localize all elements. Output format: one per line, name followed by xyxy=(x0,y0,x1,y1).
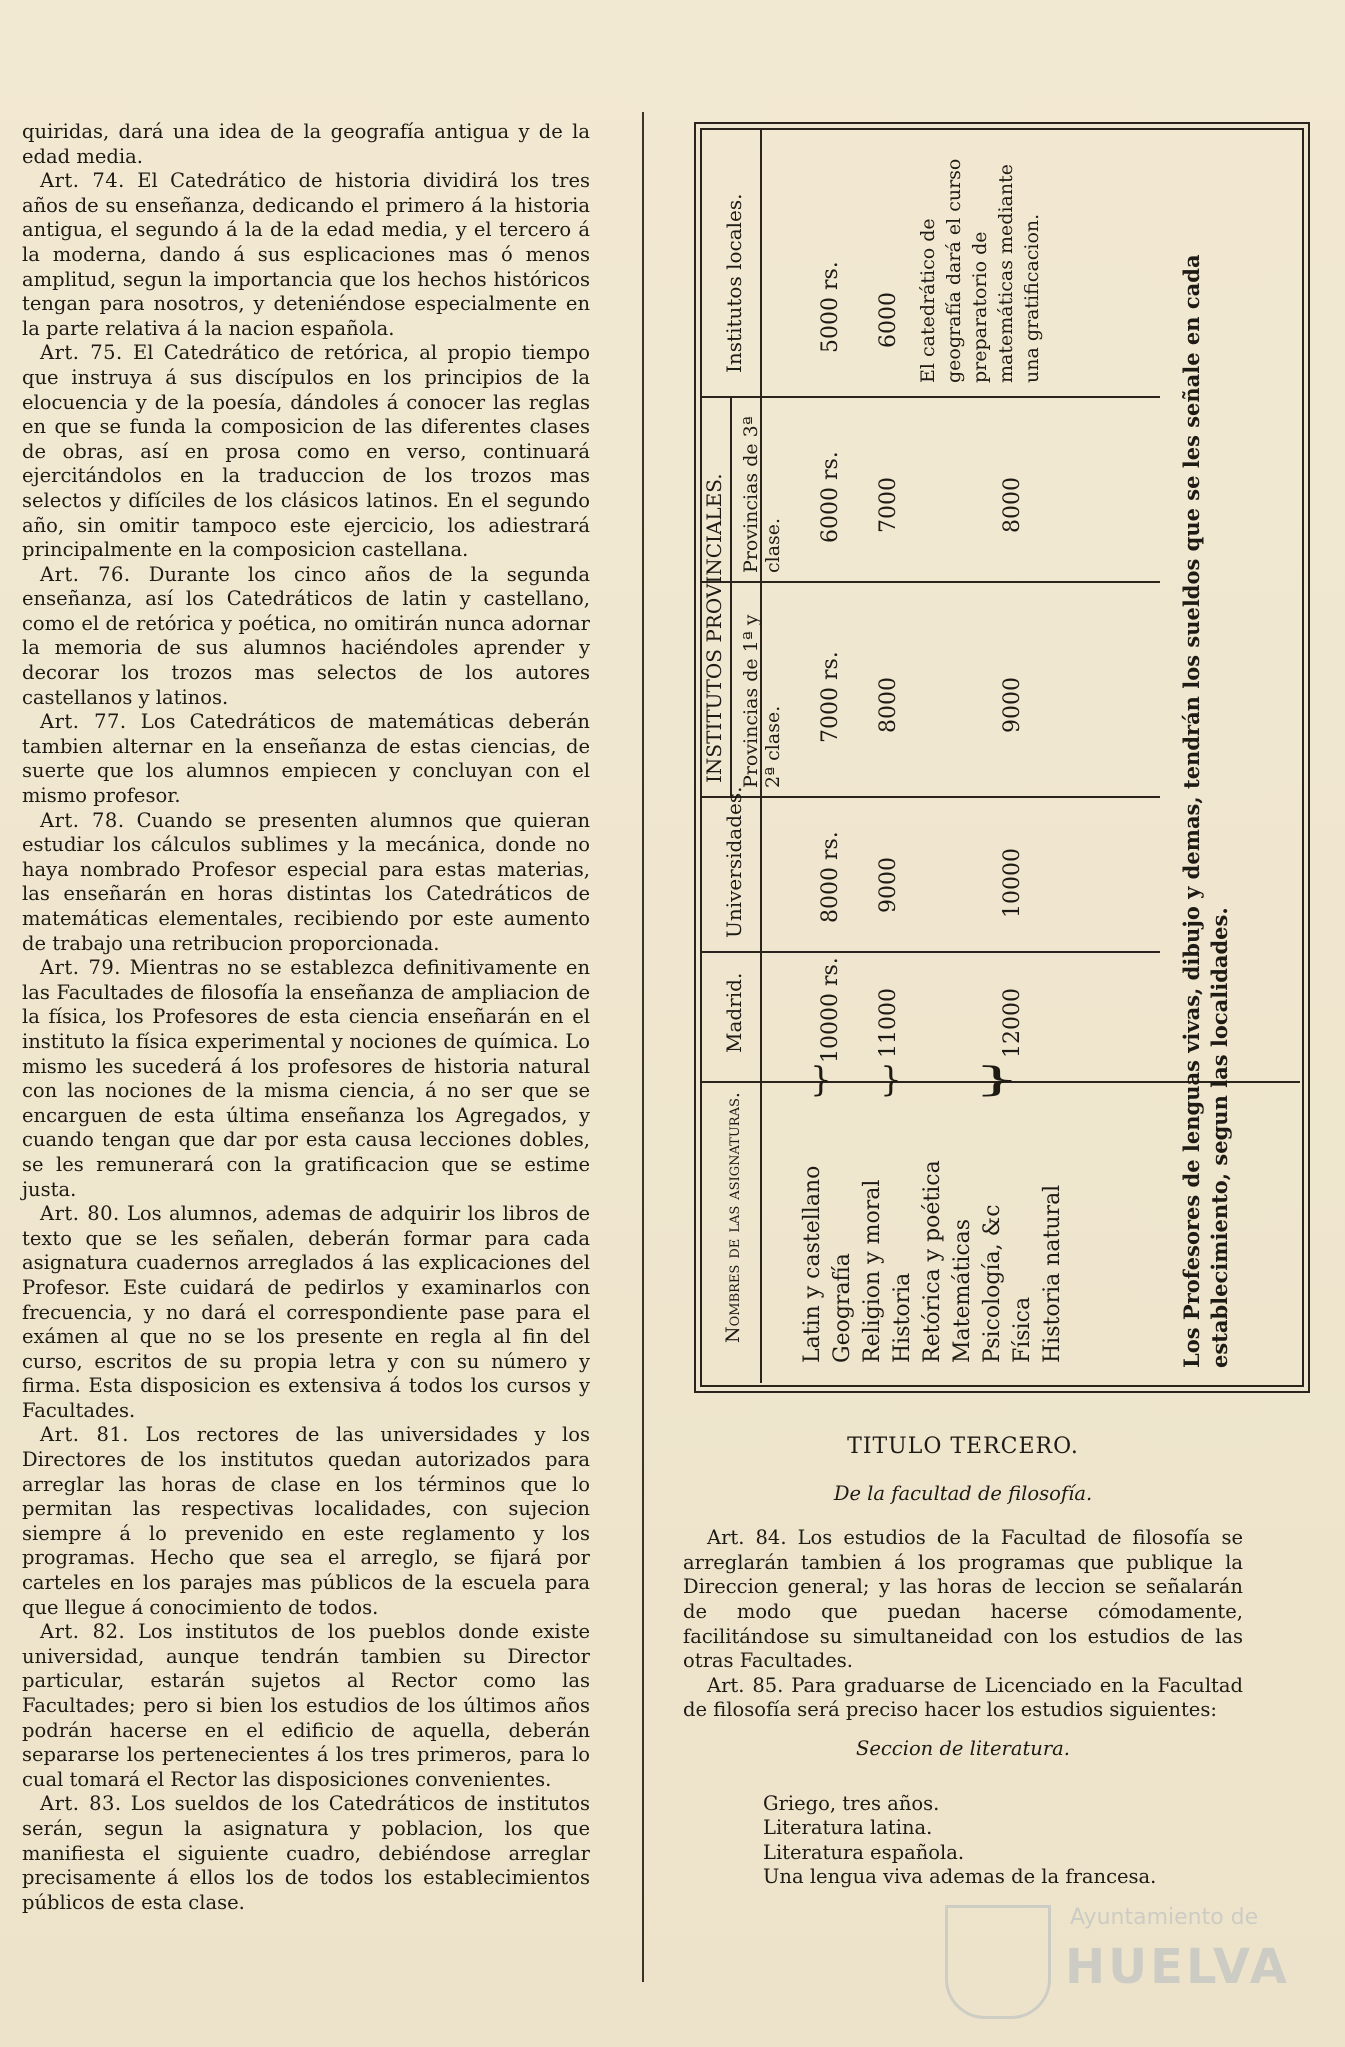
article-76 xyxy=(22,563,590,711)
coat-of-arms-icon xyxy=(945,1905,1051,2019)
col-rule xyxy=(700,797,1160,799)
list-item: Griego, tres años. xyxy=(763,1791,940,1815)
article-number: Art. 74. xyxy=(40,169,125,193)
provinciales-rule xyxy=(730,398,732,798)
article-number: Art. 84. xyxy=(707,1526,787,1550)
header-subjects: Nombres de las asignaturas. xyxy=(722,1092,744,1343)
subject-row: Historia natural xyxy=(1040,1184,1065,1363)
header-prov-1-2: Provincias de 1ª y 2ª clase. xyxy=(740,614,784,788)
article-82 xyxy=(22,1620,590,1792)
article-text: El Catedrático de historia dividirá los tres años de su enseñanza, dedicando el primero á la historia antigua, el segundo á la de la edad media, y el tercero á la moderna, dando á sus esplicaciones mas ó menos amplitud, segun la importancia que los hechos históricos tengan para nosotros, y deteniéndose especialmente en la parte relativa á la nacion española. xyxy=(22,169,590,340)
section-subtitle: De la facultad de filosofía. xyxy=(833,1481,1093,1505)
article-85 xyxy=(683,1674,1243,1723)
article-number: Art. 77. xyxy=(40,710,127,734)
header-prov-3: Provincias de 3ª clase. xyxy=(740,416,784,573)
article-text: El Catedrático de retórica, al propio tiempo que instruya á sus discípulos en los principios de la elocuencia y de la poesía, dándoles á conocer las reglas en que se funda la composicion de las diferentes clases de obras, así en prosa como en verso, continuará ejercitándolos en la traduccion de los trozos mas selectos y difíciles de los clásicos latinos. En el segundo año, sin omitir tampoco este ejercicio, los adiestrará principalmente en la composicion castellana. xyxy=(22,341,590,562)
subject-row: Religion y moral xyxy=(860,1179,885,1363)
section-title: TITULO TERCERO. xyxy=(847,1434,1079,1459)
article-number: Art. 78. xyxy=(40,808,125,832)
article-74 xyxy=(22,169,590,341)
article-number: Art. 81. xyxy=(40,1423,129,1447)
cell-prov-1-2: 9000 xyxy=(1000,677,1025,733)
watermark-line2: HUELVA xyxy=(1065,1939,1290,1995)
article-text: Los institutos de los pueblos donde existe universidad, aunque tendrán tambien su Director particular, estarán sujetos al Rector como las Facultades; pero si bien los estudios de los últimos años podrán hacerse en el edificio de aquella, deberán separarse los pertenecientes á los tres primeros, para lo cual tomará el Rector las disposiciones convenientes. xyxy=(22,1620,590,1791)
paragraph-intro: quiridas, dará una idea de la geografía antigua y de la edad media. xyxy=(22,120,590,168)
col-rule xyxy=(700,952,1160,954)
header-locales: Institutos locales. xyxy=(722,193,746,373)
article-text: Mientras no se establezca definitivamente en las Facultades de filosofía la enseñanza de ampliacion de la física, los Profesores de esta ciencia enseñarán en el instituto la física experimental y nociones de química. Lo mismo les sucederá á los profesores de historia natural con las nociones de la misma ciencia, á no ser que se encarguen de esta última enseñanza los Agregados, y cuando tengan que dar por esta causa lecciones dobles, se les remunerará con la gratificacion que se estime justa. xyxy=(22,956,590,1201)
subsection-title: Seccion de literatura. xyxy=(855,1736,1071,1760)
article-text: Para graduarse de Licenciado en la Facultad de filosofía será preciso hacer los estudios siguientes: xyxy=(683,1673,1243,1722)
table-rotated-content xyxy=(700,128,1300,1383)
cell-prov-3: 7000 xyxy=(876,477,901,533)
subject-row: Matemáticas xyxy=(950,1218,975,1363)
brace: } xyxy=(810,1060,832,1101)
salary-table xyxy=(700,128,1320,1383)
header-universidades: Universidades. xyxy=(722,786,746,938)
article-81 xyxy=(22,1423,590,1620)
cell-prov-3: 8000 xyxy=(1000,477,1025,533)
list-item: Literatura española. xyxy=(763,1840,965,1864)
article-number: Art. 75. xyxy=(40,341,123,365)
article-text: Los sueldos de los Catedráticos de institutos serán, segun la asignatura y poblacion, los que manifiesta el siguiente cuadro, debiéndose arreglar precisamente á ellos los de todos los establecimientos públicos de esta clase. xyxy=(22,1792,591,1914)
header-madrid: Madrid. xyxy=(722,972,746,1053)
cell-madrid: 11000 xyxy=(876,988,901,1058)
cell-universidades: 10000 xyxy=(1000,848,1025,918)
cell-universidades: 8000 rs. xyxy=(818,831,843,923)
archive-watermark xyxy=(945,1905,1290,2015)
cell-madrid: 10000 rs. xyxy=(818,957,843,1063)
cell-locales: 5000 rs. xyxy=(818,261,843,353)
col-rule xyxy=(700,582,1160,584)
subject-row: Geografía xyxy=(830,1253,855,1363)
article-text: Cuando se presenten alumnos que quieran estudiar los cálculos sublimes y la mecánica, donde no haya nombrado Profesor especial para estas materias, las enseñarán en horas distintas los Catedráticos de matemáticas elementales, recibiendo por este aumento de trabajo una retribucion proporcionada. xyxy=(22,808,591,955)
article-number: Art. 82. xyxy=(40,1620,126,1644)
subject-row: Psicología, &c xyxy=(980,1204,1005,1363)
cell-universidades: 9000 xyxy=(876,857,901,913)
article-78 xyxy=(22,809,590,957)
article-80 xyxy=(22,1202,590,1423)
article-text: Los alumnos, ademas de adquirir los libros de texto que se les señalen, deberán formar para cada asignatura cuadernos arreglados á las explicaciones del Profesor. Este cuidará de pedirlos y examinarlos con frecuencia, y no dará el correspondiente pase para el exámen al que no se los presente en regla al fin del curso, escritos de su propia letra y con su número y firma. Esta disposicion es extensiva á todos los cursos y Facultades. xyxy=(22,1202,591,1422)
article-84 xyxy=(683,1526,1243,1674)
subject-row: Latin y castellano xyxy=(800,1165,825,1363)
cell-locales: 6000 xyxy=(876,292,901,348)
column-divider xyxy=(642,112,644,1982)
article-text: Los Catedráticos de matemáticas deberán tambien alternar en la enseñanza de estas ciencias, de suerte que los alumnos empiecen y concluyan con el mismo profesor. xyxy=(22,710,590,808)
article-number: Art. 80. xyxy=(40,1202,120,1226)
col-rule xyxy=(700,397,1160,399)
article-text: Los rectores de las universidades y los Directores de los institutos quedan autorizados para arreglar las horas de clase en los términos que lo permitan las respectivas localidades, con sujecion siempre á lo prevenido en este reglamento y los programas. Hecho que sea el arreglo, se fijará por carteles en los parajes mas públicos de la escuela para que llegue á conocimiento de todos. xyxy=(22,1423,590,1619)
subject-row: Física xyxy=(1010,1296,1035,1363)
article-77 xyxy=(22,710,590,808)
article-text: Los estudios de la Facultad de filosofía se arreglarán tambien á los programas que publique la Direccion general; y las horas de leccion se señalarán de modo que puedan hacerse cómodamente, facilitándose su simultaneidad con los estudios de las otras Facultades. xyxy=(683,1526,1243,1673)
article-number: Art. 76. xyxy=(40,562,131,586)
cell-prov-3: 6000 rs. xyxy=(818,451,843,543)
cell-prov-1-2: 7000 rs. xyxy=(818,651,843,743)
cell-locales-note: El catedrático de geografía dará el curso preparatorio de matemáticas mediante una gratificacion. xyxy=(917,158,1043,383)
list-item: Una lengua viva ademas de la francesa. xyxy=(763,1865,1157,1889)
watermark-line1: Ayuntamiento de xyxy=(1070,1905,1259,1930)
right-column xyxy=(683,1435,1243,1890)
article-number: Art. 79. xyxy=(40,956,122,980)
list-item: Literatura latina. xyxy=(763,1816,933,1840)
cell-prov-1-2: 8000 xyxy=(876,677,901,733)
article-75 xyxy=(22,341,590,562)
brace: } xyxy=(973,1060,1021,1101)
article-number: Art. 85. xyxy=(707,1673,784,1697)
cell-madrid: 12000 xyxy=(1000,988,1025,1058)
article-number: Art. 83. xyxy=(40,1792,122,1816)
article-83 xyxy=(22,1792,590,1915)
article-text: Durante los cinco años de la segunda enseñanza, así los Catedráticos de latin y castellano, como el de retórica y poética, no omitirán nunca adornar la memoria de sus alumnos haciéndoles aprender y decorar los trozos mas selectos de los autores castellanos y latinos. xyxy=(22,562,590,709)
subject-row: Retórica y poética xyxy=(920,1160,945,1363)
article-79 xyxy=(22,956,590,1202)
left-column xyxy=(22,120,590,1915)
study-list xyxy=(683,1792,1243,1890)
brace: } xyxy=(880,1060,902,1101)
table-footnote: Los Profesores de lenguas vivas, dibujo y demas, tendrán los sueldos que se les señale en cada establecimiento, segun las localidades. xyxy=(1179,254,1232,1368)
header-provinciales: INSTITUTOS PROVINCIALES. xyxy=(702,473,726,783)
subject-row: Historia xyxy=(890,1272,915,1363)
